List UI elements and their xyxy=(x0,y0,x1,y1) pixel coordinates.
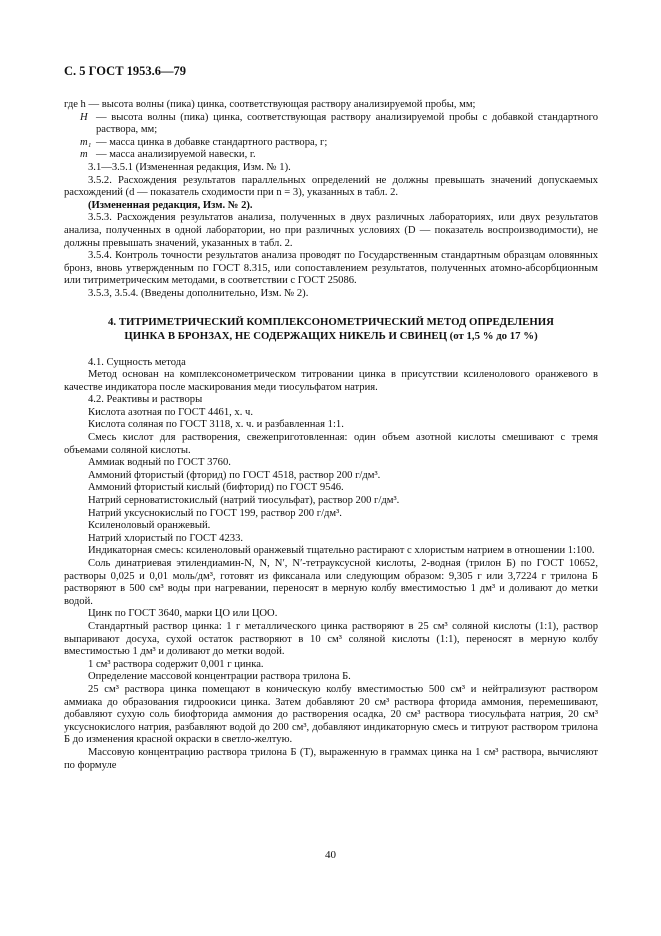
reagent-item: Кислота соляная по ГОСТ 3118, х. ч. и разбавленная 1:1. xyxy=(88,419,344,431)
reagent-item: Кислота азотная по ГОСТ 4461, х. ч. xyxy=(88,406,253,418)
definition-text: — высота волны (пика) цинка, соответствующая раствору анализируемой пробы с добавкой стандартного раствора, мм; xyxy=(96,111,598,136)
definition-symbol: m₁ xyxy=(80,136,92,148)
page-header: С. 5 ГОСТ 1953.6—79 xyxy=(64,64,187,78)
definition-text: — масса анализируемой навески, г. xyxy=(96,149,256,161)
reagent-item: 1 см³ раствора содержит 0,001 г цинка. xyxy=(88,658,264,670)
reagent-item: Индикаторная смесь: ксиленоловый оранжевый тщательно растирают с хлористым натрием в отношении 1:100. xyxy=(88,545,595,557)
definition-H xyxy=(64,112,598,137)
definition-m xyxy=(64,149,598,162)
reagent-item: Цинк по ГОСТ 3640, марки ЦО или ЦОО. xyxy=(88,608,278,620)
reagent-item: Аммоний фтористый кислый (бифторид) по ГОСТ 9546. xyxy=(88,482,344,494)
reagent-item: Соль динатриевая этилендиамин-N, N, N′, N′-тетрауксусной кислоты, 2-водная (трилон Б) по ГОСТ 10652, растворы 0,025 и 0,01 моль/дм³, готовят из фиксанала или следующим образом: 9,305 г или 3,7224 г трилона Б растворяют в 500 см³ воды при нагревании, переносят в мерную колбу вместимостью 1 дм³ и доливают до метки водой. xyxy=(64,558,598,607)
reagent-item: Аммоний фтористый (фторид) по ГОСТ 4518, раствор 200 г/дм³. xyxy=(88,469,381,481)
page-content xyxy=(64,99,598,772)
section-4-2-title: 4.2. Реактивы и растворы xyxy=(88,394,203,406)
reagent-item: 25 см³ раствора цинка помещают в коническую колбу вместимостью 500 см³ и нейтрализуют раствором аммиака до образования гидроокиси цинка. Затем добавляют 20 см³ раствора фторида аммония, перемешивают, добавляют сухую соль биофторида аммония до растворения осадка, 20 см³ раствора тиосульфата натрия, 20 см³ уксуснокислого натрия, разбавляют водой до 200 см³, добавляют индикаторную смесь и титруют раствором трилона Б до изменения красной окраски в светло-желтую. xyxy=(64,683,598,746)
clause-3-5-4-note: 3.5.3, 3.5.4. (Введены дополнительно, Изм. № 2). xyxy=(88,287,309,299)
page-number: 40 xyxy=(325,849,336,861)
clause-3-5-3: 3.5.3. Расхождения результатов анализа, полученных в двух различных лабораториях, или двух результатов анализа, полученных в одной лаборатории, но при различных условиях (D — показатель воспроизводимости), не должны превышать значений, указанных в табл. 2. xyxy=(64,212,598,249)
section-4-heading-line2: ЦИНКА В БРОНЗАХ, НЕ СОДЕРЖАЩИХ НИКЕЛЬ И СВИНЕЦ (от 1,5 % до 17 %) xyxy=(124,329,538,342)
definition-h: где h — высота волны (пика) цинка, соответствующая раствору анализируемой пробы, мм; xyxy=(64,99,476,110)
clause-3-5-2: 3.5.2. Расхождения результатов параллельных определений не должны превышать значений допускаемых расхождений (d — показатель сходимости при n = 3), указанных в табл. 2. xyxy=(64,174,598,199)
reagent-item: Аммиак водный по ГОСТ 3760. xyxy=(88,457,231,469)
reagent-item: Смесь кислот для растворения, свежеприготовленная: один объем азотной кислоты смешивают с тремя объемами соляной кислоты. xyxy=(64,432,598,456)
variable-definitions xyxy=(64,99,598,162)
clause-3-5-2-note: (Измененная редакция, Изм. № 2). xyxy=(88,199,253,211)
section-4-heading-line1: 4. ТИТРИМЕТРИЧЕСКИЙ КОМПЛЕКСОНОМЕТРИЧЕСКИЙ МЕТОД ОПРЕДЕЛЕНИЯ xyxy=(108,315,554,328)
section-4-1-text: Метод основан на комплексонометрическом титровании цинка в присутствии ксиленолового оранжевого в качестве индикатора после маскирования меди тиосульфатом натрия. xyxy=(64,369,598,393)
clause-3-1-note: 3.1—3.5.1 (Измененная редакция, Изм. № 1). xyxy=(88,161,291,173)
clause-3-5-4: 3.5.4. Контроль точности результатов анализа проводят по Государственным стандартным образцам оловянных бронз, вновь утвержденным по ГОСТ 8.315, или сопоставлением результатов, полученных атомно-абсорбционным или титриметрическим методами, в соответствии с ГОСТ 25086. xyxy=(64,250,598,287)
section-4-heading xyxy=(64,315,598,343)
reagent-item: Стандартный раствор цинка: 1 г металлического цинка растворяют в 25 см³ соляной кислоты (1:1), раствор выпаривают досуха, сухой остаток растворяют в 10 см³ соляной кислоты (1:1), переносят в мерную колбу вместимостью 1 дм³ и доливают до метки водой. xyxy=(64,620,598,658)
definition-symbol: H xyxy=(80,111,88,123)
reagent-item: Натрий хлористый по ГОСТ 4233. xyxy=(88,532,244,544)
definition-text: — масса цинка в добавке стандартного раствора, г; xyxy=(96,136,328,148)
definition-m1 xyxy=(64,137,598,150)
reagent-item: Ксиленоловый оранжевый. xyxy=(88,520,211,532)
reagent-item: Определение массовой концентрации раствора трилона Б. xyxy=(88,671,351,683)
reagent-item: Массовую концентрацию раствора трилона Б (Т), выраженную в граммах цинка на 1 см³ раствора, вычисляют по формуле xyxy=(64,746,598,771)
reagent-item: Натрий серноватистокислый (натрий тиосульфат), раствор 200 г/дм³. xyxy=(88,495,400,507)
reagent-item: Натрий уксуснокислый по ГОСТ 199, раствор 200 г/дм³. xyxy=(88,507,342,519)
definition-symbol: m xyxy=(80,149,88,161)
section-4-1-title: 4.1. Сущность метода xyxy=(88,356,186,368)
